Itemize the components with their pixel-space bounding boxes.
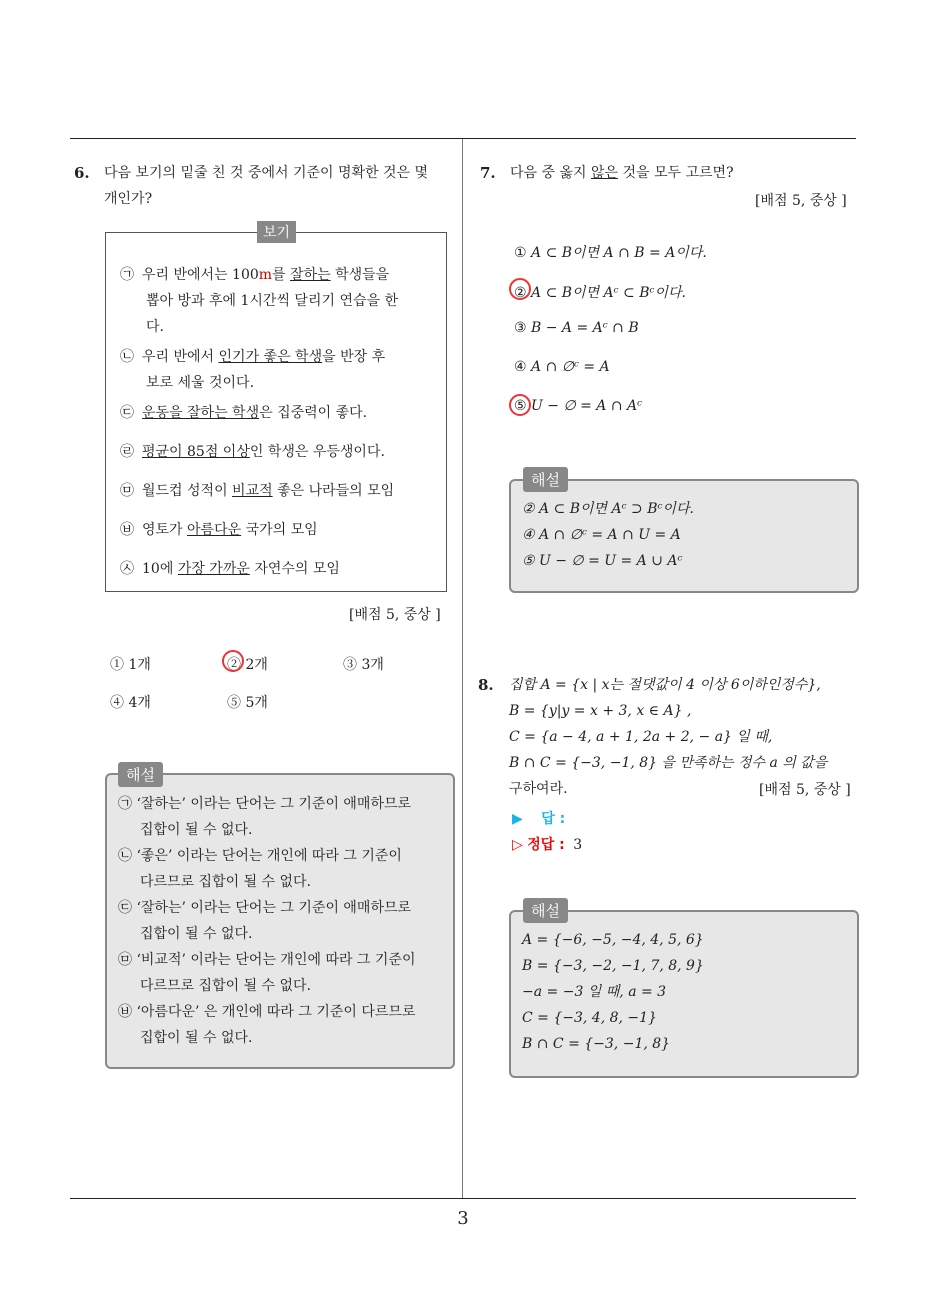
column-divider [462,139,463,1198]
play-arrow-icon: ▶ [512,811,523,827]
q6-choice-4[interactable]: ④ 4개 [110,695,151,711]
q7-choice-1[interactable]: ① A ⊂ B이면 A ∩ B = A이다. [514,245,707,261]
q6-number: 6. [74,164,90,182]
bogi-list [120,262,440,582]
answer-circle-mark [509,278,531,300]
outline-arrow-icon: ▷ [512,837,523,853]
bogi-item: ㉥ 영토가 아름다운 국가의 모임 [120,522,318,538]
bogi-item-cont: 보로 세울 것이다. [146,375,255,391]
bogi-item: ㉢ 운동을 잘하는 학생은 집중력이 좋다. [120,405,368,421]
q7-score: [배점 5, 중상 ] [755,193,847,209]
q8-stem: 집합 A = {x | x는 절댓값이 4 이상 6이하인정수}, B = {y|y = x + 3, x ∈ A} , C = {a − 4, a + 1, 2a + 2, − a} 일 때, B ∩ C = {−3, −1, 8} 을 만족하는 정수 a 의 값을 구하여라. [509,677,828,797]
q7-choice-5[interactable]: ⑤ U − ∅ = A ∩ Aᶜ [514,398,642,414]
bogi-item: ㉤ 월드컵 성적이 비교적 좋은 나라들의 모임 [120,483,395,499]
bogi-item: ㉦ 10에 가장 가까운 자연수의 모임 [120,561,340,577]
q7-stem: 다음 중 옳지 않은 것을 모두 고르면? [510,165,734,181]
q6-stem-line1: 다음 보기의 밑줄 친 것 중에서 기준이 명확한 것은 몇 [104,165,429,181]
q7-number: 7. [480,164,496,182]
q8-answer-row: ▶ 답 : [512,811,566,827]
bogi-item-cont: 다. [146,319,164,335]
q6-choice-1[interactable]: ① 1개 [110,657,151,673]
bogi-item: ㉡ 우리 반에서 인기가 좋은 학생을 반장 후 [120,349,386,365]
q6-explain-title: 해설 [118,762,163,787]
answer-circle-mark [222,650,244,672]
q8-score: [배점 5, 중상 ] [759,782,851,798]
bogi-title: 보기 [257,221,296,243]
q6-choice-5[interactable]: ⑤ 5개 [227,695,268,711]
q8-number: 8. [478,676,494,694]
q6-stem-line2: 개인가? [104,191,153,207]
bogi-item: ㉠ 우리 반에서는 100m를 잘하는 학생들을 [120,267,390,283]
q6-choice-2[interactable]: ② 2개 [227,654,268,674]
q7-choice-4[interactable]: ④ A ∩ ∅ᶜ = A [514,359,610,375]
q7-choice-3[interactable]: ③ B − A = Aᶜ ∩ B [514,320,639,336]
top-rule [70,138,856,139]
bogi-item-cont: 뽑아 방과 후에 1시간씩 달리기 연습을 한 [146,293,398,309]
answer-circle-mark [509,394,531,416]
q6-score: [배점 5, 중상 ] [349,607,441,623]
q8-correct-row: ▷ 정답 : 3 [512,837,583,853]
q6-explain-text: ㉠ ‘잘하는’ 이라는 단어는 그 기준이 애매하므로 집합이 될 수 없다. ㉡ ‘좋은’ 이라는 단어는 개인에 따라 그 기준이 다르므로 집합이 될 수 없다. ㉢ ‘잘하는’ 이라는 단어는 그 기준이 애매하므로 집합이 될 수 없다. ㉤ ‘비교적’ 이라는 단어는 개인에 따라 그 기준이 다르므로 집합이 될 수 없다. ㉥ ‘아름다운’ 은 개인에 따라 그 기준이 다르므로 집합이 될 수 없다. [118,796,416,1046]
q7-choice-2[interactable]: ② A ⊂ B이면 Aᶜ ⊂ Bᶜ이다. [514,282,686,302]
page-number: 3 [457,1208,469,1229]
bottom-rule [70,1198,856,1199]
q8-correct-value: 3 [573,837,583,853]
q7-explain-title: 해설 [523,467,568,492]
q7-explain-text: ② A ⊂ B이면 Aᶜ ⊃ Bᶜ이다. ④ A ∩ ∅ᶜ = A ∩ U = A ⑤ U − ∅ = U = A ∪ Aᶜ [522,501,694,569]
bogi-item: ㉣ 평균이 85점 이상인 학생은 우등생이다. [120,444,385,460]
q6-choice-3[interactable]: ③ 3개 [343,657,384,673]
q8-explain-title: 해설 [523,898,568,923]
q6-stem [104,160,456,212]
q8-explain-text: A = {−6, −5, −4, 4, 5, 6} B = {−3, −2, −1, 7, 8, 9} −a = −3 일 때, a = 3 C = {−3, 4, 8, −1} B ∩ C = {−3, −1, 8} [522,932,704,1052]
